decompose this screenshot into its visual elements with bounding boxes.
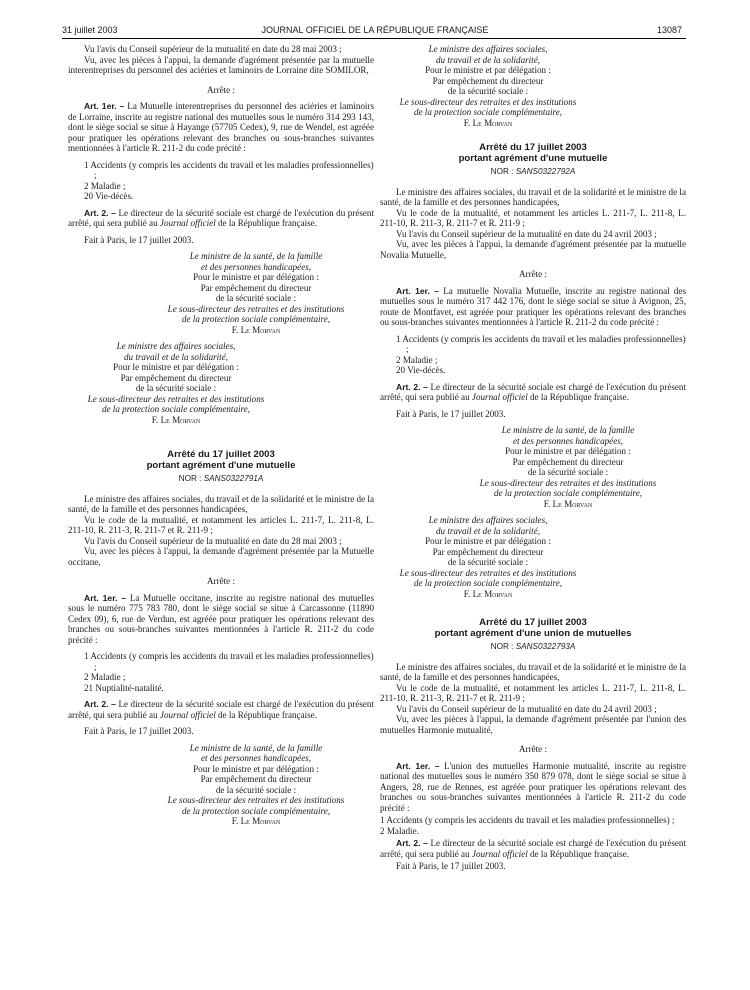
article-1 [68,101,374,154]
article-label: Art. 2. – [84,699,116,709]
article-1 [68,593,374,646]
nor-label: NOR : [178,474,204,483]
signature-line: Le ministre de la santé, de la famille [189,251,323,261]
nor-code: SANS0322791A [203,474,264,483]
nor-reference [68,474,374,485]
signature-line: Par empêchement du directeur [432,546,544,557]
signature-line: et des personnes handicapées, [200,753,312,763]
decree-title: Arrêté du 17 juillet 2003 [167,449,275,460]
paragraph: Vu, avec les pièces à l'appui, la demande d'agrément présentée par la mutuelle interentreprises du personnel des aciéries et laminoirs de Lorraine dite SOMILOR, [68,54,374,75]
arrete-heading: Arrête : [518,744,548,754]
article-label: Art. 2. – [396,838,428,848]
signatory-name: F. Le Morvan [231,324,281,335]
nor-reference [380,167,686,178]
signature-line: Par empêchement du directeur [432,75,544,86]
paragraph: Vu, avec les pièces à l'appui, la demande d'agrément présentée par la mutuelle Novalia Mutuelle, [380,239,686,260]
article-text: Le directeur de la sécurité sociale est chargé de l'exécution du présent arrêté, qui sera publié au [68,207,374,228]
signature-block [450,425,686,509]
branch-list [380,334,686,376]
signature-line: Pour le ministre et par délégation : [193,763,319,774]
decree-subtitle: portant agrément d'une mutuelle [146,460,296,471]
signature-block [138,251,374,335]
signature-line: de la sécurité sociale : [215,784,297,795]
article-label: Art. 1er. – [84,101,125,111]
branch-list [68,160,374,202]
nor-code: SANS0322792A [515,167,576,176]
signature-line: Le sous-directeur des retraites et des institutions [167,795,345,805]
paragraph: Vu le code de la mutualité, et notamment les articles L. 211-7, L. 211-8, L. 211-10, R. 211-3, R. 211-7 et R. 211-9 ; [68,514,374,535]
branch-list [68,651,374,693]
nor-label: NOR : [490,167,516,176]
paragraph: Le ministre des affaires sociales, du travail et de la solidarité et le ministre de la santé, de la famille et des personnes handicapées, [380,661,686,682]
nor-reference [380,642,686,653]
left-column [68,44,374,827]
signature-line: de la sécurité sociale : [447,557,529,567]
decree-title: Arrêté du 17 juillet 2003 [479,617,587,628]
signatory-name: F. Le Morvan [543,498,593,509]
paragraph: Vu l'avis du Conseil supérieur de la mutualité en date du 28 mai 2003 ; [84,44,342,54]
list-item: 21 Nuptialité-natalité. [84,682,164,693]
signature-date: Fait à Paris, le 17 juillet 2003. [396,861,506,871]
article-text: Le directeur de la sécurité sociale est chargé de l'exécution du présent arrêté, qui sera publié au [380,381,686,402]
nor-label: NOR : [490,642,516,651]
paragraph: Vu le code de la mutualité, et notamment les articles L. 211-7, L. 211-8, L. 211-10, R. 211-3, R. 211-7 et R. 211-9 ; [380,207,686,228]
list-item: 2 Maladie ; [84,672,126,682]
list-item: 2 Maladie ; [396,354,438,365]
article-text: La Mutuelle interentreprises du personnel des aciéries et laminoirs de Lorraine, inscrite au registre national des mutuelles sous le numéro 314 293 143, dont le siège social se situe à Hayange (57705 Cedex), 9, rue de Wendel, est agréée pour pratiquer les opérations relevant des branches ou sous-branches suivantes mentionnées à l'article R. 211-2 du code précité : [68,101,375,153]
header-title: JOURNAL OFFICIEL DE LA RÉPUBLIQUE FRANÇAISE [261,25,489,35]
paragraph: Vu, avec les pièces à l'appui, la demande d'agrément présentée par la Mutuelle occitane, [68,546,374,567]
nor-code: SANS0322793A [515,642,576,651]
signature-line: Pour le ministre et par délégation : [505,446,631,456]
article-text: Le directeur de la sécurité sociale est chargé de l'exécution du présent arrêté, qui sera publié au [68,699,374,720]
signatory-name: F. Le Morvan [463,117,513,128]
signature-date: Fait à Paris, le 17 juillet 2003. [84,234,194,245]
article-text: La mutuelle Novalia Mutuelle, inscrite au registre national des mutuelles sous le numéro 317 442 176, dont le siège social se situe à Avignon, 25, route de Montfavet, est agréée pour pratiquer les opérations relevant des branches ou sous-branches suivantes mentionnées à l'article R. 211-2 du code précité : [380,285,686,327]
paragraph: Vu, avec les pièces à l'appui, la demande d'agrément présentée par l'union des mutuelles Harmonie mutualité, [380,714,686,735]
journal-officiel-ref: Journal officiel [159,709,216,720]
signature-line: de la sécurité sociale : [527,467,609,477]
signature-line: Le ministre des affaires sociales, [116,341,236,351]
decree-title: Arrêté du 17 juillet 2003 [479,142,587,153]
signatory-name: F. Le Morvan [151,414,201,425]
signature-block [380,515,596,599]
list-item: 2 Maladie. [380,825,419,836]
decree-subtitle: portant agrément d'une mutuelle [458,153,608,164]
signature-line: Pour le ministre et par délégation : [425,536,551,546]
signature-line: Pour le ministre et par délégation : [113,362,239,372]
signature-line: du travail et de la solidarité, [435,54,541,65]
signature-line: de la protection sociale complémentaire, [181,314,331,324]
signature-line: Le ministre des affaires sociales, [428,515,548,525]
paragraph: Vu l'avis du Conseil supérieur de la mutualité en date du 24 avril 2003 ; [396,228,657,239]
signature-line: Le ministre des affaires sociales, [428,44,548,54]
signature-line: du travail et de la solidarité, [123,351,229,362]
signature-line: Par empêchement du directeur [200,282,312,293]
signatory-name: F. Le Morvan [463,588,513,599]
signature-line: de la protection sociale complémentaire, [181,805,331,816]
signature-line: Pour le ministre et par délégation : [425,65,551,75]
signature-line: Le sous-directeur des retraites et des institutions [479,477,657,488]
article-text: La Mutuelle occitane, inscrite au registre national des mutuelles sous le numéro 775 783 780, dont le siège social se situe à Carcassonne (11890 Cedex 09), 6, rue de Verdun, est agréée pour pratiquer les opérations relevant des branches ou sous-branches suivantes mentionnées à l'article R. 211-2 du code précité : [68,592,374,645]
signature-line: Le sous-directeur des retraites et des institutions [87,393,265,404]
arrete-heading: Arrête : [518,269,548,279]
signature-line: de la sécurité sociale : [215,293,297,303]
signature-date: Fait à Paris, le 17 juillet 2003. [396,408,506,419]
branch-list [380,815,686,836]
signature-line: et des personnes handicapées, [512,435,624,446]
signature-line: Le sous-directeur des retraites et des institutions [399,567,577,578]
signature-line: Par empêchement du directeur [120,372,232,383]
article-2 [68,699,374,720]
article-label: Art. 1er. – [396,285,439,296]
signature-line: de la sécurité sociale : [135,383,217,393]
list-item: 1 Accidents (y compris les accidents du travail et les maladies professionnelles) ; [84,651,374,672]
list-item: 20 Vie-décès. [84,191,134,201]
signature-line: du travail et de la solidarité, [435,525,541,536]
article-text: de la République française. [215,709,317,720]
article-text: de la République française. [527,392,629,402]
signature-line: de la sécurité sociale : [447,86,529,96]
signature-line: Pour le ministre et par délégation : [193,272,319,282]
arrete-heading: Arrête : [206,576,236,586]
list-item: 2 Maladie ; [84,180,126,191]
signature-block [68,341,284,425]
decree-subtitle: portant agrément d'une union de mutuelles [434,628,632,639]
article-label: Art. 1er. – [84,592,127,603]
signatory-name: F. Le Morvan [231,816,281,826]
journal-officiel-ref: Journal officiel [159,218,216,228]
list-item: 1 Accidents (y compris les accidents du travail et les maladies professionnelles) ; [380,815,675,825]
header-rule [62,38,686,39]
signature-line: de la protection sociale complémentaire, [493,488,643,498]
paragraph: Le ministre des affaires sociales, du travail et de la solidarité et le ministre de la santé, de la famille et des personnes handicapées, [380,186,686,207]
signature-block [380,44,596,128]
right-column [380,44,686,872]
article-1 [380,286,686,328]
list-item: 1 Accidents (y compris les accidents du travail et les maladies professionnelles) ; [84,159,374,180]
signature-block [138,743,374,827]
signature-line: de la protection sociale complémentaire, [101,404,251,414]
signature-line: de la protection sociale complémentaire, [413,107,563,117]
signature-line: et des personnes handicapées, [200,261,312,272]
article-label: Art. 2. – [84,207,116,218]
signature-line: Par empêchement du directeur [200,774,312,784]
paragraph: Vu le code de la mutualité, et notamment les articles L. 211-7, L. 211-8, L. 211-10, R. 211-3, R. 211-7 et R. 211-9 ; [380,682,686,703]
decree-heading [68,449,374,485]
journal-officiel-ref: Journal officiel [471,848,528,859]
article-text: de la République française. [215,218,317,228]
article-2 [68,208,374,229]
article-label: Art. 2. – [396,381,428,392]
article-1 [380,761,686,814]
article-text: de la République française. [527,848,629,859]
signature-date: Fait à Paris, le 17 juillet 2003. [84,726,194,736]
article-2 [380,838,686,859]
signature-line: Par empêchement du directeur [512,456,624,467]
paragraph: Vu l'avis du Conseil supérieur de la mutualité en date du 28 mai 2003 ; [84,535,342,546]
signature-line: Le ministre de la santé, de la famille [189,742,323,753]
article-label: Art. 1er. – [396,760,440,771]
signature-line: Le ministre de la santé, de la famille [501,425,635,435]
signature-line: Le sous-directeur des retraites et des institutions [167,303,345,314]
arrete-heading: Arrête : [206,84,236,95]
header-date: 31 juillet 2003 [62,25,118,35]
paragraph: Le ministre des affaires sociales, du travail et de la solidarité et le ministre de la santé, de la famille et des personnes handicapées, [68,493,374,514]
signature-line: de la protection sociale complémentaire, [413,578,563,588]
list-item: 20 Vie-décès. [396,365,446,375]
journal-officiel-ref: Journal officiel [471,392,528,402]
decree-heading [380,617,686,653]
article-2 [380,382,686,403]
article-text: Le directeur de la sécurité sociale est chargé de l'exécution du présent arrêté, qui sera publié au [380,838,686,859]
list-item: 1 Accidents (y compris les accidents du travail et les maladies professionnelles) ; [396,333,686,354]
signature-line: Le sous-directeur des retraites et des institutions [399,96,577,107]
decree-heading [380,142,686,178]
paragraph: Vu l'avis du Conseil supérieur de la mutualité en date du 24 avril 2003 ; [396,703,657,714]
header-page-number: 13087 [656,25,682,35]
article-text: L'union des mutuelles Harmonie mutualité, inscrite au registre national des mutuelles sous le numéro 350 879 078, dont le siège social se situe à Angers, 28, rue de Rennes, est agréée pour pratiquer les opérations relevant des branches ou sous-branches suivantes mentionnées à l'article R. 211-2 du code précité : [380,760,686,813]
